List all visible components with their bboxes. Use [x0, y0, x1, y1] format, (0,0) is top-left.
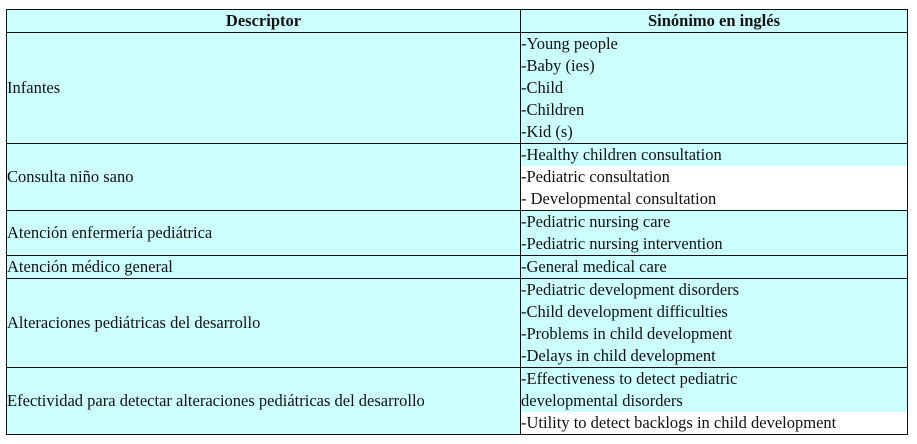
synonym-item: -Child development difficulties	[521, 302, 728, 321]
synonym-item: -Child	[521, 78, 564, 97]
descriptor-cell: Atención médico general	[7, 256, 521, 279]
table-row	[7, 144, 908, 211]
synonym-item: -Healthy children consultation	[521, 145, 722, 164]
synonym-item: -Children	[521, 100, 585, 119]
synonym-item: -Baby (ies)	[521, 56, 595, 75]
synonym-item: -General medical care	[521, 257, 667, 276]
descriptor-cell: Alteraciones pediátricas del desarrollo	[7, 279, 521, 368]
synonym-item: -Delays in child development	[521, 346, 716, 365]
header-synonym-english: Sinónimo en inglés	[521, 10, 908, 33]
synonyms-cell	[521, 33, 908, 144]
descriptor-cell: Atención enfermería pediátrica	[7, 211, 521, 256]
table-row	[7, 256, 908, 279]
synonym-item: -Utility to detect backlogs in child development	[520, 412, 907, 434]
descriptor-synonym-table	[6, 9, 908, 435]
synonym-item: -Kid (s)	[521, 122, 573, 141]
synonyms-cell	[521, 256, 908, 279]
descriptor-cell: Consulta niño sano	[7, 144, 521, 211]
synonym-item: -Pediatric consultation	[520, 166, 907, 188]
synonym-item: - Developmental consultation	[520, 188, 907, 210]
synonym-item: -Problems in child development	[521, 324, 733, 343]
synonym-item: -Pediatric nursing intervention	[521, 234, 723, 253]
synonym-item: -Young people	[521, 34, 618, 53]
descriptor-cell: Infantes	[7, 33, 521, 144]
table-row	[7, 368, 908, 435]
table-row	[7, 33, 908, 144]
synonym-item: -Effectiveness to detect pediatric	[521, 369, 738, 388]
synonym-item: developmental disorders	[521, 391, 683, 410]
table-row	[7, 279, 908, 368]
synonyms-cell	[521, 144, 908, 211]
synonym-item: -Pediatric nursing care	[521, 212, 671, 231]
descriptor-cell: Efectividad para detectar alteraciones pediátricas del desarrollo	[7, 368, 521, 435]
synonym-item: -Pediatric development disorders	[521, 280, 740, 299]
table-header-row	[7, 10, 908, 33]
synonyms-cell	[521, 368, 908, 435]
header-descriptor: Descriptor	[7, 10, 521, 33]
synonyms-cell	[521, 279, 908, 368]
synonyms-cell	[521, 211, 908, 256]
table-row	[7, 211, 908, 256]
